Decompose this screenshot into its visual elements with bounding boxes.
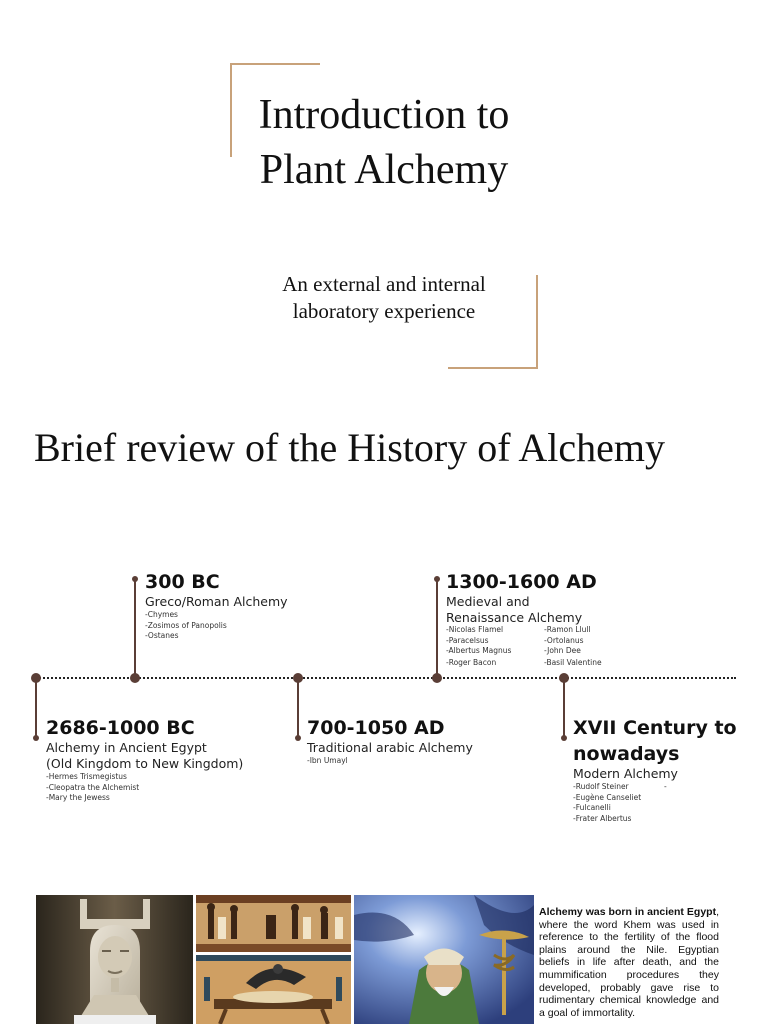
person-item: -Paracelsus xyxy=(446,635,489,645)
person-item: -Nicolas Flamel xyxy=(446,625,504,634)
people-column-left xyxy=(446,625,511,668)
event-people xyxy=(46,772,266,804)
title-frame-bottom-line xyxy=(448,367,538,369)
timeline-event-2686bc xyxy=(46,716,266,804)
event-name: Traditional arabic Alchemy xyxy=(307,740,473,755)
person-item: -Hermes Trismegistus xyxy=(46,772,127,781)
timeline-stem-700ad xyxy=(297,678,299,738)
papyrus-bottom-drawing xyxy=(196,955,351,1024)
title-frame-top-line xyxy=(230,63,320,65)
egypt-description-text xyxy=(539,906,719,1019)
person-item: -Ramon Llull xyxy=(544,625,591,634)
person-item: -Ortolanus xyxy=(544,635,584,645)
timeline-stem-1300ad xyxy=(436,579,438,677)
timeline-stem-end-700ad xyxy=(295,735,301,741)
timeline-stem-300bc xyxy=(134,579,136,677)
person-item: -Frater Albertus xyxy=(573,813,632,823)
person-item: -Ostanes xyxy=(145,631,179,640)
person-item: -Chymes xyxy=(145,610,178,619)
event-people xyxy=(573,782,758,824)
event-date: 700-1050 AD xyxy=(307,717,445,739)
pharaoh-statue-drawing xyxy=(36,895,193,1024)
event-date: 2686-1000 BC xyxy=(46,717,195,739)
person-item: -Cleopatra the Alchemist xyxy=(46,782,140,792)
person-item: -Ibn Umayl xyxy=(307,756,348,765)
timeline-event-700ad xyxy=(307,716,507,767)
person-item: -Roger Bacon xyxy=(446,657,497,667)
event-date-line1: XVII Century to xyxy=(573,717,737,739)
papyrus-scene-image-bottom xyxy=(196,955,351,1024)
person-item: -Albertus Magnus xyxy=(446,646,512,655)
timeline-stem-end-xvii xyxy=(561,735,567,741)
egypt-description-bold: Alchemy was born in ancient Egypt xyxy=(539,906,717,918)
pharaoh-statue-image xyxy=(36,895,193,1024)
timeline-event-1300ad xyxy=(446,570,646,669)
stray-dash: - xyxy=(664,782,667,791)
event-name: Greco/Roman Alchemy xyxy=(145,594,288,609)
hermes-painting-drawing xyxy=(354,895,534,1024)
timeline-event-xvii xyxy=(573,716,758,824)
papyrus-top-drawing xyxy=(196,895,351,952)
person-item: -Fulcanelli xyxy=(573,803,611,812)
hermes-painting-image xyxy=(354,895,534,1024)
event-people xyxy=(145,610,325,642)
timeline-stem-end-2686bc xyxy=(33,735,39,741)
event-people xyxy=(446,625,646,669)
timeline-stem-2686bc xyxy=(35,678,37,738)
event-people xyxy=(307,756,507,767)
history-heading: Brief review of the History of Alchemy xyxy=(34,425,665,470)
person-item: -John Dee xyxy=(544,646,581,655)
timeline-stem-xvii xyxy=(563,678,565,738)
egypt-description-rest: , where the word Khem was used in reference to the fertility of the flood plains around the Nile. Egyptian beliefs in life after death, and the mummification procedures they developed, probably gave rise to rudimentary chemical knowledge and a goal of immortality. xyxy=(539,906,719,1019)
people-column-right xyxy=(544,625,602,668)
person-item: -Rudolf Steiner xyxy=(573,782,629,791)
title-frame-right-line xyxy=(536,275,538,369)
timeline-axis xyxy=(36,677,736,679)
person-item: -Basil Valentine xyxy=(544,657,602,667)
timeline-stem-end-300bc xyxy=(132,576,138,582)
person-item: -Eugène Canseliet xyxy=(573,792,642,802)
timeline-stem-end-1300ad xyxy=(434,576,440,582)
presentation-subtitle: An external and internal laboratory experience xyxy=(282,272,486,323)
papyrus-scene-image-top xyxy=(196,895,351,952)
event-name-line1: Alchemy in Ancient Egypt xyxy=(46,740,207,755)
timeline-event-300bc xyxy=(145,570,325,642)
event-date: 300 BC xyxy=(145,571,220,593)
presentation-title: Introduction to Plant Alchemy xyxy=(258,92,510,193)
event-name: Medieval and Renaissance Alchemy xyxy=(446,594,583,625)
person-item: -Mary the Jewess xyxy=(46,793,110,802)
event-date-line2: nowadays xyxy=(573,743,680,765)
event-date: 1300-1600 AD xyxy=(446,571,597,593)
person-item: -Zosimos of Panopolis xyxy=(145,620,227,630)
event-name: Modern Alchemy xyxy=(573,766,678,781)
event-name-line2: (Old Kingdom to New Kingdom) xyxy=(46,756,244,771)
